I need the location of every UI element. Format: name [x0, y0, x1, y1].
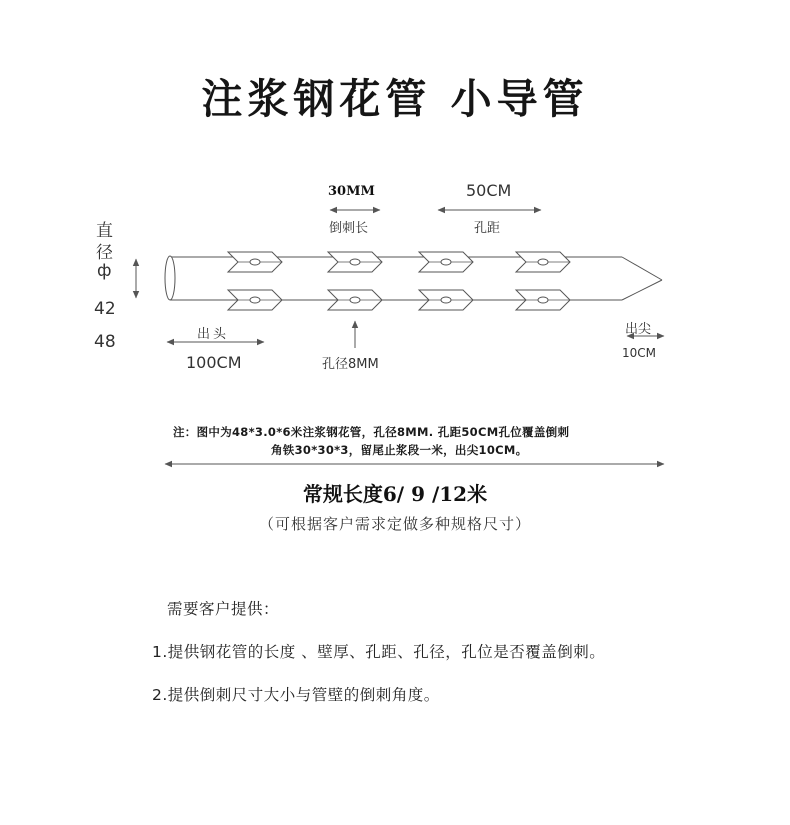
barb-length-value: 30MM	[328, 184, 375, 199]
tip-value: 10CM	[622, 346, 657, 360]
diameter-char-2: 径	[96, 243, 113, 263]
hole-diameter-label: 孔径8MM	[322, 357, 379, 372]
requirements-heading: 需要客户提供：	[167, 600, 280, 618]
requirement-item-1: 1.提供钢花管的长度 、壁厚、孔距、孔径，孔位是否覆盖倒刺。	[152, 643, 606, 661]
hole-spacing-value: 50CM	[466, 181, 512, 200]
barb-top-1	[228, 252, 282, 272]
grout-hole-1	[250, 259, 260, 265]
barb-length-label: 倒刺长	[329, 221, 369, 236]
page-title: 注浆钢花管 小导管	[201, 75, 589, 123]
grout-hole-2	[350, 259, 360, 265]
diameter-symbol: ф	[97, 261, 112, 281]
diameter-char-1: 直	[96, 221, 113, 241]
grout-hole-5	[250, 297, 260, 303]
custom-spec-note: （可根据客户需求定做多种规格尺寸）	[258, 515, 531, 533]
note-line-2: 角铁30*30*3，留尾止浆段一米，出尖10CM。	[271, 443, 528, 457]
standard-length-title: 常规长度6/ 9 /12米	[302, 482, 488, 506]
grout-hole-3	[441, 259, 451, 265]
hole-spacing-label: 孔距	[474, 221, 501, 236]
lead-value: 100CM	[186, 353, 242, 372]
requirement-item-2: 2.提供倒刺尺寸大小与管壁的倒刺角度。	[152, 686, 440, 704]
grout-hole-6	[350, 297, 360, 303]
grout-hole-4	[538, 259, 548, 265]
diameter-value-42: 42	[94, 299, 116, 319]
note-line-1: 注：图中为48*3.0*6米注浆钢花管，孔径8MM. 孔距50CM孔位覆盖倒刺	[173, 425, 570, 439]
barb-top-3	[419, 252, 473, 272]
tip-label: 出尖	[625, 322, 652, 337]
barb-top-4	[516, 252, 570, 272]
grout-hole-7	[441, 297, 451, 303]
lead-label: 出头	[197, 327, 230, 342]
diameter-value-48: 48	[94, 332, 116, 352]
grout-hole-8	[538, 297, 548, 303]
barb-top-2	[328, 252, 382, 272]
